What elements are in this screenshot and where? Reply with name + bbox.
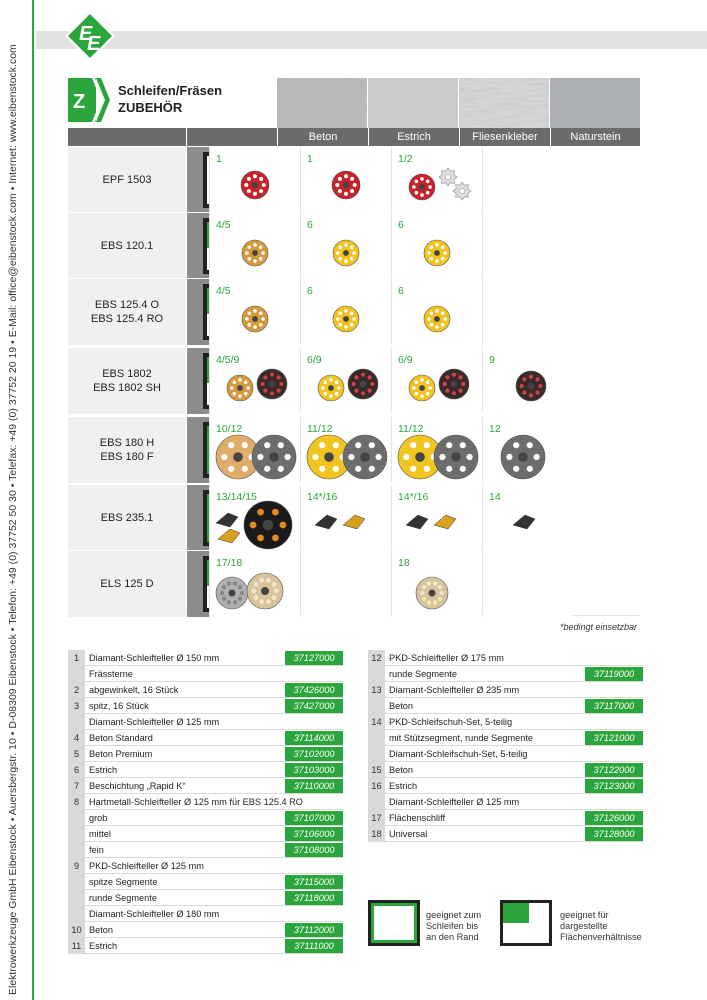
item-number [68,810,85,826]
accessory-numbers: 10/12 [216,423,243,435]
accessory-numbers: 6/9 [307,354,322,366]
item-number: 2 [68,682,85,698]
material-cell [300,147,390,213]
col-header-beton: Beton [277,128,368,146]
article-number: 37106000 [285,827,343,841]
article-number: 37110000 [285,779,343,793]
product-name-line: EBS 180 H [99,437,155,449]
accessory-numbers: 4/5 [216,219,231,231]
list-item [368,682,643,698]
item-description: Universal [389,829,428,839]
list-item [368,778,643,794]
item-description: Beschichtung „Rapid K“ [89,781,186,791]
table-row [68,347,640,413]
table-row [68,278,640,344]
table-row [68,416,640,482]
list-item [68,826,343,842]
list-item [68,746,343,762]
product-name [68,551,186,617]
item-description: mittel [89,829,111,839]
product-name-line: EPF 1503 [102,174,152,186]
item-description: abgewinkelt, 16 Stück [89,685,179,695]
item-number [368,698,385,714]
item-description: Diamant-Schleifschuh-Set, 5-teilig [389,749,528,759]
list-item [68,906,343,922]
legend-edge-text: geeignet zum Schleifen bis an den Rand [426,910,482,942]
top-bar [36,31,707,49]
product-name-line: EBS 1802 [102,368,152,380]
product-name-line: EBS 120.1 [100,240,154,252]
list-item [368,650,643,666]
accessory-numbers: 18 [398,557,410,569]
footnote: *bedingt einsetzbar [560,622,638,632]
article-number: 37108000 [285,843,343,857]
item-description: spitze Segmente [89,877,158,887]
item-description: Beton Premium [89,749,153,759]
item-number [68,666,85,682]
item-number [368,666,385,682]
side-strip [0,0,34,1000]
accessory-image [301,147,391,213]
material-cell [482,485,572,551]
product-name-line: EBS 235.1 [100,512,154,524]
list-item [68,858,343,874]
item-number [68,714,85,730]
article-number: 37102000 [285,747,343,761]
item-description: Estrich [89,941,118,951]
page-subtitle: ZUBEHÖR [118,100,183,115]
material-cell [209,485,299,551]
list-item [68,714,343,730]
edge-suitable-icon [368,900,420,946]
accessory-image [392,213,482,279]
article-number: 37128000 [585,827,643,841]
accessory-numbers: 14 [489,491,501,503]
article-number: 37112000 [285,923,343,937]
article-number: 37118000 [285,891,343,905]
material-cell [391,551,481,617]
item-description: grob [89,813,108,823]
accessory-numbers: 6 [398,285,404,297]
accessory-numbers: 1 [216,153,222,165]
svg-text:E: E [87,33,101,55]
col-header-estrich: Estrich [368,128,459,146]
item-description: mit Stützsegment, runde Segmente [389,733,534,743]
item-number: 18 [368,826,385,842]
item-number: 5 [68,746,85,762]
list-item [68,730,343,746]
material-cell [482,279,572,345]
product-name [68,213,186,279]
product-name-line: ELS 125 D [100,578,154,590]
list-item [368,666,643,682]
item-description: runde Segmente [389,669,457,679]
list-item [68,874,343,890]
item-number: 8 [68,794,85,810]
table-row [68,550,640,616]
list-item [368,762,643,778]
svg-text:E: E [79,23,93,45]
accessory-numbers: 4/5/9 [216,354,240,366]
material-cell [300,213,390,279]
item-number [368,746,385,762]
material-cell [482,147,572,213]
material-cell [482,551,572,617]
accessory-numbers: 11/12 [398,423,424,435]
accessory-image [483,213,573,279]
accessory-image [483,279,573,345]
accessory-numbers: 1 [307,153,313,165]
parts-list-left [68,650,343,954]
item-description: spitz, 16 Stück [89,701,149,711]
table-row [68,212,640,278]
material-cell [300,417,390,483]
accessory-numbers: 6/9 [398,354,413,366]
accessory-image [483,147,573,213]
item-number [68,890,85,906]
material-cell [209,551,299,617]
product-name-line: EBS 125.4 RO [90,313,164,325]
list-item [68,810,343,826]
product-name-line: EBS 125.4 O [94,299,160,311]
item-description: Beton Standard [89,733,153,743]
product-name [68,417,186,483]
item-description: Diamant-Schleifteller Ø 125 mm [89,717,220,727]
item-description: PKD-Schleifteller Ø 175 mm [389,653,504,663]
material-cell [391,485,481,551]
item-number: 1 [68,650,85,666]
legend-area-text: geeignet für dargestellte Flächenverhältnisse [560,910,642,942]
product-name-line: EBS 180 F [100,451,154,463]
accessory-numbers: 4/5 [216,285,231,297]
page-title: Schleifen/Fräsen [118,83,223,98]
accessory-image [210,147,300,213]
parts-list-right [368,650,643,842]
article-number: 37426000 [285,683,343,697]
list-item [68,666,343,682]
accessory-numbers: 12 [489,423,501,435]
item-number [368,794,385,810]
accessory-image [301,213,391,279]
item-description: PKD-Schleifschuh-Set, 5-teilig [389,717,513,727]
material-cell [209,213,299,279]
item-description: Beton [389,765,414,775]
article-number: 37119000 [585,667,643,681]
table-header [68,128,640,146]
item-description: Hartmetall-Schleifteller Ø 125 mm für EBS 125.4 RO [89,797,303,807]
list-item [368,794,643,810]
article-number: 37427000 [285,699,343,713]
item-description: Beton [89,925,114,935]
accessory-numbers: 11/12 [307,423,333,435]
material-texture-estrich [368,78,458,128]
table-row [68,484,640,550]
item-description: Flächenschliff [389,813,446,823]
item-number: 4 [68,730,85,746]
item-number: 17 [368,810,385,826]
product-name [68,348,186,414]
accessory-image [483,551,573,617]
item-number: 9 [68,858,85,874]
accessory-numbers: 1/2 [398,153,413,165]
item-number: 10 [68,922,85,938]
material-cell [482,348,572,414]
article-number: 37114000 [285,731,343,745]
material-cell [209,147,299,213]
product-name [68,279,186,345]
accessory-numbers: 6 [307,285,313,297]
accessory-image [483,348,573,414]
item-number: 11 [68,938,85,954]
item-number: 13 [368,682,385,698]
material-cell [391,279,481,345]
list-item [368,714,643,730]
article-number: 37127000 [285,651,343,665]
article-number: 37115000 [285,875,343,889]
company-contact-text: Elektrowerkzeuge GmbH Eibenstock • Auersbergstr. 10 • D-08309 Eibenstock • Telefon: +49 (0) 37752 50 30 • Telefax: +49 (0) 37752 20 19 • E-Mail: office@eibenstock.com • Internet: www.eibenstock.com [8,44,19,995]
item-description: Beton [389,701,414,711]
product-name [68,485,186,551]
col-header-naturstein: Naturstein [550,128,640,146]
category-letter: Z [73,91,86,113]
table-row [68,146,640,212]
list-item [68,842,343,858]
list-item [368,730,643,746]
material-cell [300,348,390,414]
material-cell [209,279,299,345]
item-number: 15 [368,762,385,778]
list-item [68,890,343,906]
ee-logo-icon [64,10,116,62]
material-cell [391,213,481,279]
accessory-numbers: 14*/16 [398,491,429,503]
material-cell [391,348,481,414]
accessory-numbers: 17/18 [216,557,243,569]
list-item [368,810,643,826]
list-item [368,746,643,762]
article-number: 37107000 [285,811,343,825]
accessory-numbers: 9 [489,354,495,366]
product-name-line: EBS 1802 SH [93,382,161,394]
item-number: 16 [368,778,385,794]
article-number: 37126000 [585,811,643,825]
item-number [68,906,85,922]
material-cell [391,147,481,213]
article-number: 37121000 [585,731,643,745]
item-description: Diamant-Schleifteller Ø 150 mm [89,653,220,663]
material-cell [391,417,481,483]
item-number [68,826,85,842]
material-texture-naturstein [550,78,640,128]
material-cell [209,348,299,414]
list-item [68,682,343,698]
item-description: PKD-Schleifteller Ø 125 mm [89,861,204,871]
material-cell [482,417,572,483]
item-description: Diamant-Schleifteller Ø 125 mm [389,797,520,807]
item-description: runde Segmente [89,893,157,903]
accessory-numbers: 6 [398,219,404,231]
accessory-image [392,279,482,345]
list-item [368,698,643,714]
item-description: Estrich [89,765,118,775]
item-number: 12 [368,650,385,666]
material-cell [300,551,390,617]
accessory-numbers: 6 [307,219,313,231]
list-item [68,938,343,954]
article-number: 37122000 [585,763,643,777]
material-cell [209,417,299,483]
item-number: 6 [68,762,85,778]
accessory-numbers: 13/14/15 [216,491,257,503]
item-description: Estrich [389,781,418,791]
material-cell [300,485,390,551]
item-number [68,874,85,890]
accessory-image [301,551,391,617]
list-item [68,778,343,794]
area-suitable-icon [500,900,552,946]
article-number: 37123000 [585,779,643,793]
item-description: Diamant-Schleifteller Ø 235 mm [389,685,520,695]
item-description: fein [89,845,104,855]
item-number: 3 [68,698,85,714]
category-badge-icon [68,78,110,122]
material-texture-beton [277,78,367,128]
material-cell [482,213,572,279]
list-item [68,762,343,778]
list-item [68,922,343,938]
col-header-fliesenkleber: Fliesenkleber [459,128,550,146]
item-description: Diamant-Schleifteller Ø 180 mm [89,909,220,919]
article-number: 37117000 [585,699,643,713]
article-number: 37111000 [285,939,343,953]
material-cell [300,279,390,345]
item-number [368,730,385,746]
list-item [68,698,343,714]
list-item [68,650,343,666]
item-number [68,842,85,858]
accessory-numbers: 14*/16 [307,491,338,503]
item-number: 7 [68,778,85,794]
list-item [368,826,643,842]
article-number: 37103000 [285,763,343,777]
accessory-image [301,279,391,345]
material-texture-fliesenkleber [459,78,549,128]
item-description: Frässterne [89,669,133,679]
product-name [68,147,186,213]
item-number: 14 [368,714,385,730]
list-item [68,794,343,810]
